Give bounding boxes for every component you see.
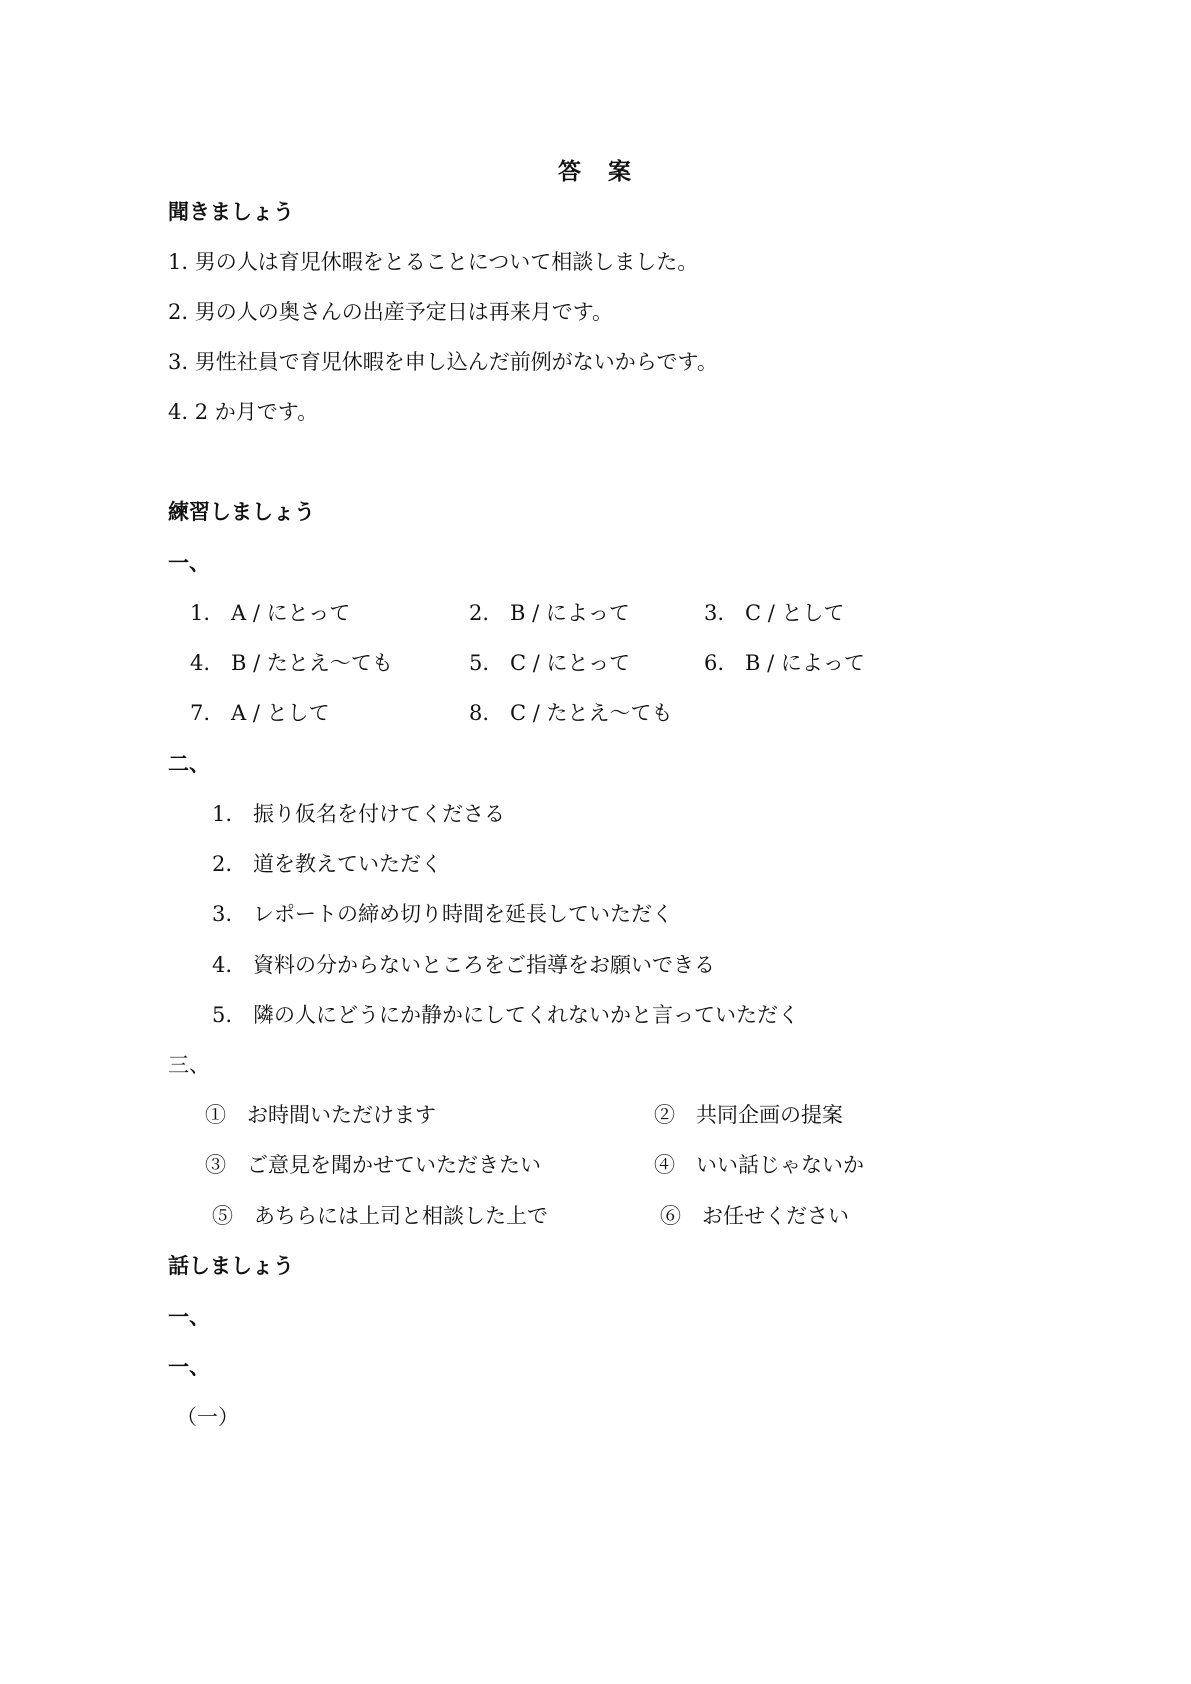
practice-part3-answer-4: ④ いい話じゃないか	[654, 1153, 864, 1177]
practice-part1-answer-1: 1. A / にとって	[190, 601, 351, 625]
practice-part2-answer-4: 4. 資料の分からないところをご指導をお願いできる	[212, 953, 716, 977]
practice-part3-answer-3: ③ ご意見を聞かせていただきたい	[205, 1153, 541, 1177]
speak-sub-label: （一）	[176, 1405, 239, 1429]
practice-part1-answer-6: 6. B / によって	[704, 651, 865, 675]
practice-part3-answer-5: ⑤ あちらには上司と相談した上で	[212, 1204, 548, 1228]
section-heading-listen: 聞きましょう	[168, 199, 294, 224]
practice-part1-answer-3: 3. C / として	[704, 601, 845, 625]
practice-part2-answer-5: 5. 隣の人にどうにか静かにしてくれないかと言っていただく	[212, 1003, 800, 1027]
practice-part1-answer-4: 4. B / たとえ～ても	[190, 651, 393, 675]
practice-part3-label: 三、	[168, 1053, 210, 1077]
practice-part3-answer-6: ⑥ お任せください	[660, 1204, 849, 1228]
practice-part2-answer-3: 3. レポートの締め切り時間を延長していただく	[212, 902, 674, 926]
section-heading-speak: 話しましょう	[168, 1253, 294, 1278]
speak-label-2: 一、	[168, 1354, 210, 1379]
listen-answer-1: 1. 男の人は育児休暇をとることについて相談しました。	[168, 250, 699, 274]
section-heading-practice: 練習しましょう	[168, 499, 315, 524]
practice-part2-answer-2: 2. 道を教えていただく	[212, 852, 443, 876]
practice-part2-answer-1: 1. 振り仮名を付けてくださる	[212, 802, 506, 826]
practice-part3-answer-1: ① お時間いただけます	[205, 1103, 436, 1127]
listen-answer-3: 3. 男性社員で育児休暇を申し込んだ前例がないからです。	[168, 350, 718, 374]
listen-answer-2: 2. 男の人の奥さんの出産予定日は再来月です。	[168, 300, 614, 324]
practice-part2-label: 二、	[168, 751, 210, 776]
speak-label-1: 一、	[168, 1304, 210, 1329]
practice-part1-answer-8: 8. C / たとえ～ても	[469, 701, 673, 725]
practice-part1-label: 一、	[168, 550, 210, 575]
listen-answer-4: 4. 2 か月です。	[168, 400, 319, 424]
practice-part3-answer-2: ② 共同企画の提案	[654, 1103, 843, 1127]
practice-part1-answer-2: 2. B / によって	[469, 601, 630, 625]
page-title: 答 案	[558, 158, 633, 185]
practice-part1-answer-7: 7. A / として	[190, 701, 330, 725]
practice-part1-answer-5: 5. C / にとって	[469, 651, 631, 675]
